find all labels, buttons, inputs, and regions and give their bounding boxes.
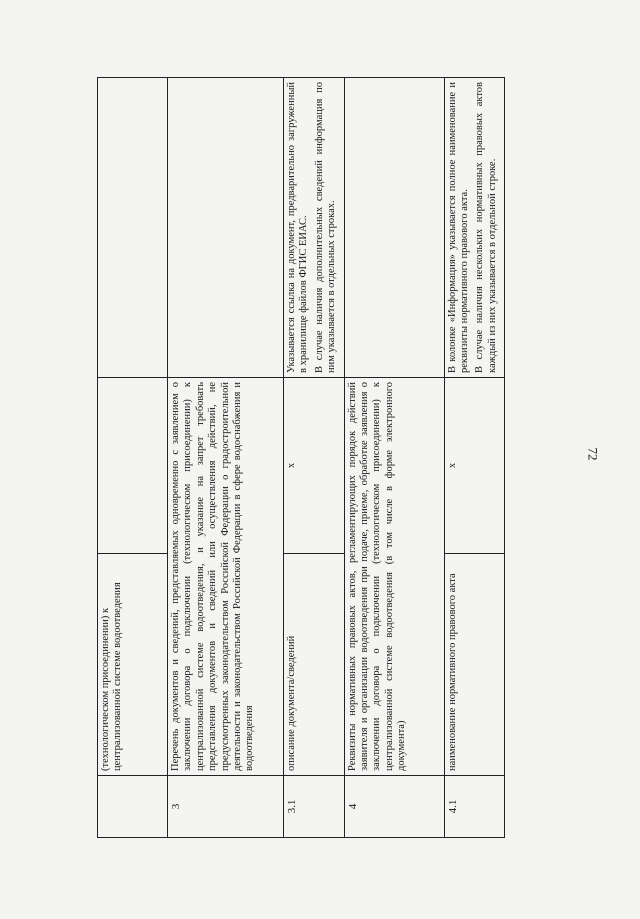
row-name: Реквизиты нормативных правовых актов, регламентирующих порядок действий заявителя и организации водоотведения при подаче, приеме, обработке заявления о заключении договора о подключении (технологическом присоединении) к централизованной системе водоотведения (в том числе в форме электронного документа) [344,378,444,776]
page-number: 72 [585,447,601,461]
info-paragraph: В колонке «Информация» указывается полное наименование и реквизиты нормативного правового акта. [446,82,470,373]
info-paragraph: Указывается ссылка на документ, предварительно загруженный в хранилище файлов ФГИС ЕИАС. [286,82,310,373]
row-value: x [284,378,345,554]
row-number: 3 [168,776,284,838]
row-info [284,78,345,378]
row-number: 4.1 [444,776,505,838]
info-paragraph: В случае наличия нескольких нормативных правовых актов каждый из них указывается в отдельной строке. [474,82,498,373]
table-row [444,78,505,838]
row-name: (технологическом присоединении) к централизованной системе водоотведения [98,554,168,776]
document-table-container [97,78,499,838]
row-value [98,378,168,554]
row-value: x [444,378,505,554]
document-table [97,77,505,838]
row-name: наименование нормативного правового акта [444,554,505,776]
table-row [168,78,284,838]
table-row [98,78,168,838]
row-number: 4 [344,776,444,838]
row-number [98,776,168,838]
table-row [344,78,444,838]
table-row [284,78,345,838]
row-number: 3.1 [284,776,345,838]
row-name: Перечень документов и сведений, представляемых одновременно с заявлением о заключении договора о подключении (технологическом присоединении) к централизованной системе водоотведения, и указание на запрет требовать представления документов и сведений или осуществления действий, не предусмотренных законодательством Российской Федерации о градостроительной деятельности и законодательством Российской Федерации в сфере водоснабжения и водоотведения [168,378,284,776]
row-info [168,78,284,378]
row-name: описание документа/сведений [284,554,345,776]
info-paragraph: В случае наличия дополнительных сведений информация по ним указывается в отдельных строках. [313,82,338,373]
row-info [344,78,444,378]
row-info [444,78,505,378]
row-info [98,78,168,378]
